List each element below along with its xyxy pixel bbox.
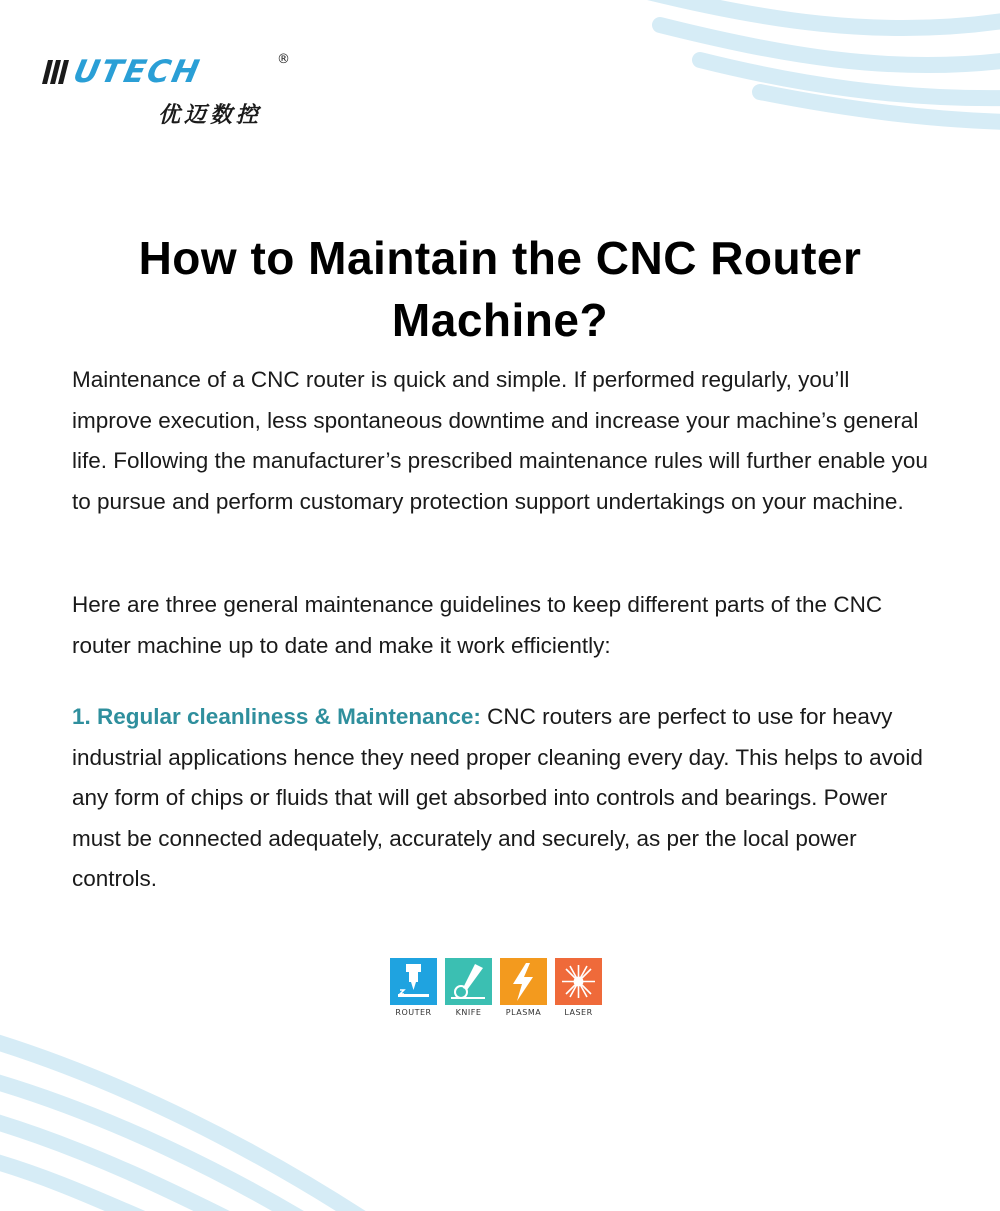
page-title: How to Maintain the CNC Router Machine? bbox=[138, 231, 862, 346]
guideline-item bbox=[72, 697, 932, 900]
icon-label: ROUTER bbox=[395, 1008, 432, 1017]
lead-in-paragraph: Here are three general maintenance guidelines to keep different parts of the CNC router machine up to date and make it work efficiently: bbox=[72, 592, 883, 658]
brand-logo bbox=[40, 50, 300, 130]
plasma-icon bbox=[500, 958, 547, 1005]
guideline-body: CNC routers are perfect to use for heavy industrial applications hence they need proper cleaning every day. This helps to avoid any form of chips or fluids that will get absorbed into controls and bearings. Power must be connected adequately, accurately and securely, as per the local power controls. bbox=[72, 704, 923, 891]
product-plasma bbox=[500, 958, 547, 1017]
guideline-heading: 1. Regular cleanliness & Maintenance: bbox=[72, 704, 481, 729]
logo-chinese-name: 优迈数控 bbox=[158, 102, 263, 128]
knife-icon bbox=[445, 958, 492, 1005]
icon-label: PLASMA bbox=[505, 1008, 542, 1017]
product-knife bbox=[445, 958, 492, 1017]
product-router bbox=[390, 958, 437, 1017]
product-laser bbox=[555, 958, 602, 1017]
product-icons bbox=[390, 958, 602, 1017]
laser-icon bbox=[555, 958, 602, 1005]
intro-paragraph: Maintenance of a CNC router is quick and simple. If performed regularly, you’ll improve execution, less spontaneous downtime and increase your machine’s general life. Following the manufacturer’s prescribed maintenance rules will further enable you to pursue and perform customary protection support undertakings on your machine. bbox=[72, 367, 928, 514]
icon-label: KNIFE bbox=[455, 1008, 482, 1017]
router-icon bbox=[390, 958, 437, 1005]
logo-wordmark: UTECH bbox=[70, 54, 205, 90]
icon-label: LASER bbox=[564, 1008, 593, 1017]
registered-mark: ® bbox=[277, 52, 290, 67]
